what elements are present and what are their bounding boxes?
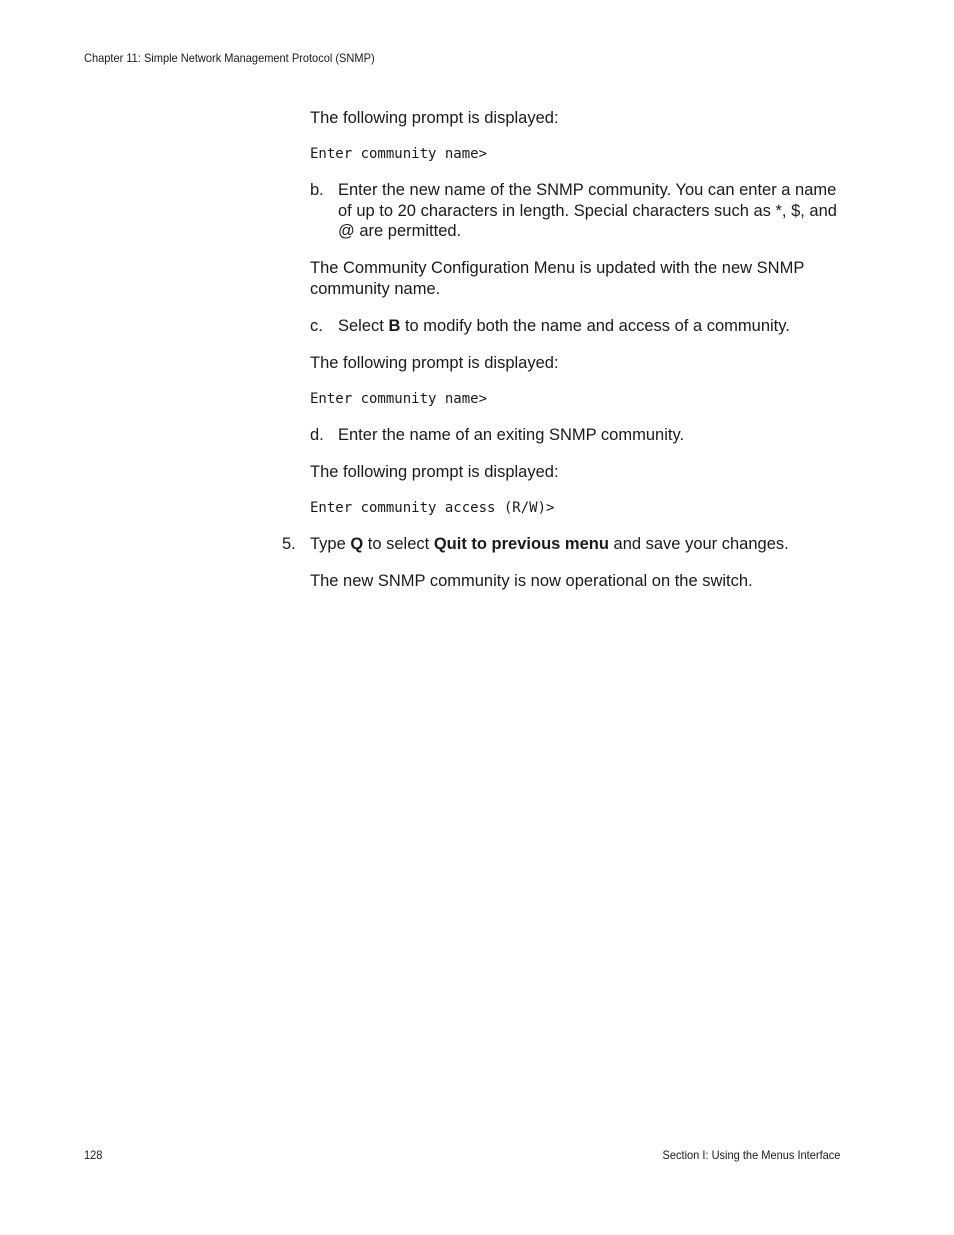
step-5-bold-menu-option: Quit to previous menu [433,535,609,553]
list-marker-step-5: 5. [282,535,296,553]
list-text-c [338,316,840,337]
list-marker-d: d. [310,426,324,444]
list-item-b [310,180,840,242]
list-text-d: Enter the name of an exiting SNMP community. [338,426,685,444]
list-text-c-bold-key: B [388,317,401,335]
list-item-d [310,425,840,447]
list-text-c-part-2: to modify both the name and access of a community. [400,317,790,335]
step-5-part-1: Type [310,535,351,553]
running-header: Chapter 11: Simple Network Management Protocol (SNMP) [84,51,375,65]
page-number: 128 [84,1148,103,1162]
paragraph-menu-updated: The Community Configuration Menu is updated with the new SNMP community name. [310,259,805,298]
paragraph-prompt-intro-3: The following prompt is displayed: [310,463,559,481]
list-text-step-5 [310,534,840,555]
list-marker-c: c. [310,317,323,335]
paragraph-conclusion: The new SNMP community is now operational on the switch. [310,572,753,590]
code-prompt-community-name-2: Enter community name> [310,391,488,407]
list-item-step-5 [282,534,842,556]
code-prompt-community-name-1: Enter community name> [310,146,488,162]
code-prompt-community-access: Enter community access (R/W)> [310,500,555,516]
list-marker-b: b. [310,181,324,199]
running-footer-section: Section I: Using the Menus Interface [662,1148,840,1162]
paragraph-prompt-intro-2: The following prompt is displayed: [310,354,559,372]
list-text-b: Enter the new name of the SNMP community. You can enter a name of up to 20 characters in length. Special characters such as *, $, and @ are permitted. [338,181,837,240]
list-text-c-part-1: Select [338,317,389,335]
step-5-part-2: to select [363,535,434,553]
paragraph-prompt-intro-1: The following prompt is displayed: [310,109,559,127]
step-5-part-3: and save your changes. [608,535,789,553]
step-5-bold-key: Q [350,535,364,553]
list-item-c [310,316,840,338]
